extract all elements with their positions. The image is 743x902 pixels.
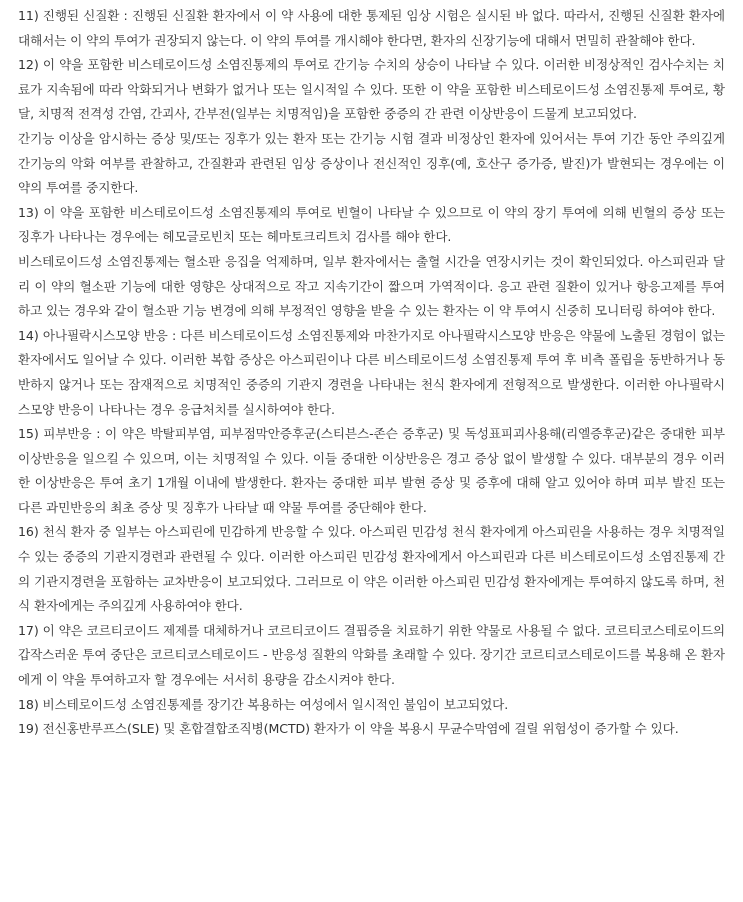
paragraph-12-hepatic-monitoring: 간기능 이상을 암시하는 증상 및/또는 징후가 있는 환자 또는 간기능 시험 결과 비정상인 환자에 있어서는 투여 기간 동안 주의깊게 간기능의 악화 여부를 관찰하고, 간질환과 관련된 임상 증상이나 전신적인 징후(예, 호산구 증가증, 발진)가 발현되는 경우에는 이 약의 투여를 중지한다. [18, 130, 725, 196]
paragraph-16-asthma: 16) 천식 환자 중 일부는 아스피린에 민감하게 반응할 수 있다. 아스피린 민감성 천식 환자에게 아스피린을 사용하는 경우 치명적일 수 있는 중증의 기관지경련과 관련될 수 있다. 이러한 아스피린 민감성 환자에게서 아스피린과 다른 비스테로이드성 소염진통제 간의 기관지경련을 포함하는 교차반응이 보고되었다. 그러므로 이 약은 이러한 아스피린 민감성 환자에게는 투여하지 않도록 하며, 천식 환자에게는 주의깊게 사용하여야 한다. [18, 524, 725, 614]
paragraph-15-skin-reactions: 15) 피부반응 : 이 약은 박탈피부염, 피부점막안증후군(스티븐스-존슨 증후군) 및 독성표피괴사용해(리엘증후군)같은 중대한 피부 이상반응을 일으킬 수 있으며, 이는 치명적일 수 있다. 이들 중대한 이상반응은 경고 증상 없이 발생할 수 있다. 대부분의 경우 이러한 이상반응은 투여 초기 1개월 이내에 발생한다. 환자는 중대한 피부 발현 증상 및 증후에 대해 알고 있어야 하며 피부 발진 또는 다른 과민반응의 최초 증상 및 징후가 나타날 때 약물 투여를 중단해야 한다. [18, 426, 725, 515]
paragraph-12-hepatic-effects: 12) 이 약을 포함한 비스테로이드성 소염진통제의 투여로 간기능 수치의 상승이 나타날 수 있다. 이러한 비정상적인 검사수치는 치료가 지속됨에 따라 악화되거나 변화가 없거나 또는 일시적일 수 있다. 또한 이 약을 포함한 비스테로이드성 소염진통제 투여로, 황달, 치명적 전격성 간염, 간괴사, 간부전(일부는 치명적임)을 포함한 중증의 간 관련 이상반응이 드물게 보고되었다. [18, 57, 725, 122]
paragraph-19-aseptic-meningitis: 19) 전신홍반루프스(SLE) 및 혼합결합조직병(MCTD) 환자가 이 약을 복용시 무균수막염에 걸릴 위험성이 증가할 수 있다. [18, 721, 679, 737]
paragraph-13-anemia: 13) 이 약을 포함한 비스테로이드성 소염진통제의 투여로 빈혈이 나타날 수 있으므로 이 약의 장기 투여에 의해 빈혈의 증상 또는 징후가 나타나는 경우에는 헤모글로빈치 또는 헤마토크리트치 검사를 해야 한다. [18, 204, 725, 245]
paragraph-14-anaphylactoid-reactions: 14) 아나필락시스모양 반응 : 다른 비스테로이드성 소염진통제와 마찬가지로 아나필락시스모양 반응은 약물에 노출된 경험이 없는 환자에서도 일어날 수 있다. 이러한 복합 증상은 아스피린이나 다른 비스테로이드성 소염진통제 투여 후 비측 폴립을 동반하거나 동반하지 않거나 또는 잠재적으로 치명적인 중증의 기관지 경련을 나타내는 천식 환자에게 전형적으로 발생한다. 이러한 아나필락시스모양 반응이 나타나는 경우 응급처치를 실시하여야 한다. [18, 327, 725, 417]
paragraph-13-platelet-function: 비스테로이드성 소염진통제는 혈소판 응집을 억제하며, 일부 환자에서는 출혈 시간을 연장시키는 것이 확인되었다. 아스피린과 달리 이 약의 혈소판 기능에 대한 영향은 상대적으로 작고 지속기간이 짧으며 가역적이다. 응고 관련 질환이 있거나 항응고제를 투여하고 있는 경우와 같이 혈소판 기능 변경에 의해 부정적인 영향을 받을 수 있는 환자는 이 약 투여시 신중히 모니터링 하여야 한다. [18, 253, 725, 319]
paragraph-11-advanced-renal-disease: 11) 진행된 신질환 : 진행된 신질환 환자에서 이 약 사용에 대한 통제된 임상 시험은 실시된 바 없다. 따라서, 진행된 신질환 환자에 대해서는 이 약의 투여가 권장되지 않는다. 이 약의 투여를 개시해야 한다면, 환자의 신장기능에 대해서 면밀히 관찰해야 한다. [18, 8, 725, 48]
paragraph-18-infertility: 18) 비스테로이드성 소염진통제를 장기간 복용하는 여성에서 일시적인 불임이 보고되었다. [18, 696, 509, 712]
paragraph-17-corticosteroids: 17) 이 약은 코르티코이드 제제를 대체하거나 코르티코이드 결핍증을 치료하기 위한 약물로 사용될 수 없다. 코르티코스테로이드의 갑작스러운 투여 중단은 코르티코스테로이드 - 반응성 질환의 악화를 초래할 수 있다. 장기간 코르티코스테로이드를 복용해 온 환자에게 이 약을 투여하고자 할 경우에는 서서히 용량을 감소시켜야 한다. [18, 622, 725, 688]
